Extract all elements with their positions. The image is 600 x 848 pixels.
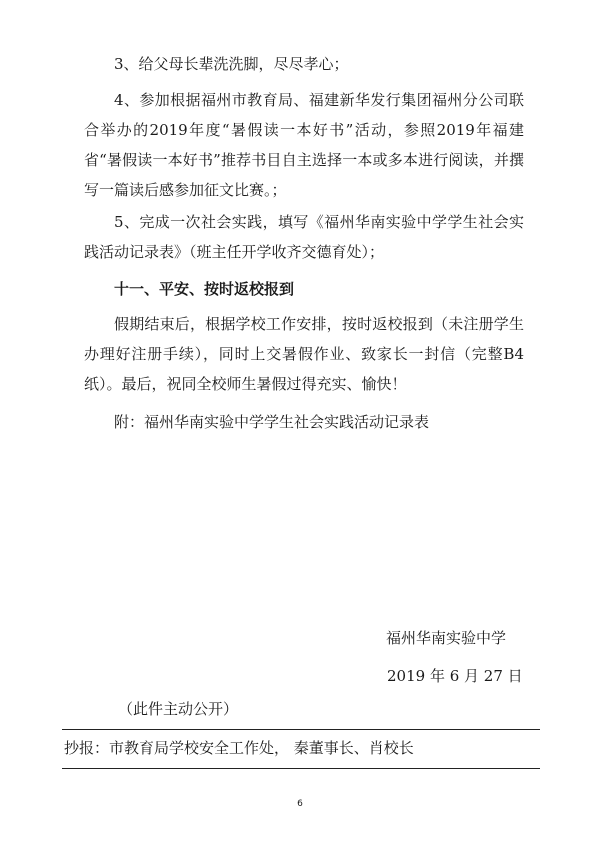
disclosure-note: （此件主动公开） <box>118 700 239 718</box>
item-3: 3、给父母长辈洗洗脚，尽尽孝心； <box>114 55 349 73</box>
section-11-body: 假期结束后，根据学校工作安排，按时返校报到（未注册学生办理好注册手续），同时上交暑假作业、致家长一封信（完整B4纸）。最后，祝同全校师生暑假过得充实、愉快！ <box>84 315 524 393</box>
signature-date: 2019 年 6 月 27 日 <box>387 667 523 685</box>
signature-school: 福州华南实验中学 <box>386 629 507 647</box>
item-4: 4、参加根据福州市教育局、福建新华发行集团福州分公司联合举办的2019年度“暑假读一本好书”活动，参照2019年福建省“暑假读一本好书”推荐书目自主选择一本或多本进行阅读，并撰写一篇读后感参加征文比赛。； <box>84 91 524 199</box>
bottom-divider <box>62 768 540 769</box>
page-number: 6 <box>297 799 303 809</box>
cc-line: 抄报：市教育局学校安全工作处， 秦董事长、肖校长 <box>64 739 414 757</box>
section-11-heading: 十一、平安、按时返校报到 <box>114 280 295 298</box>
top-divider <box>62 729 540 730</box>
item-5: 5、完成一次社会实践，填写《福州华南实验中学学生社会实践活动记录表》（班主任开学收齐交德育处）； <box>84 213 524 261</box>
attachment-note: 附：福州华南实验中学学生社会实践活动记录表 <box>114 413 430 431</box>
